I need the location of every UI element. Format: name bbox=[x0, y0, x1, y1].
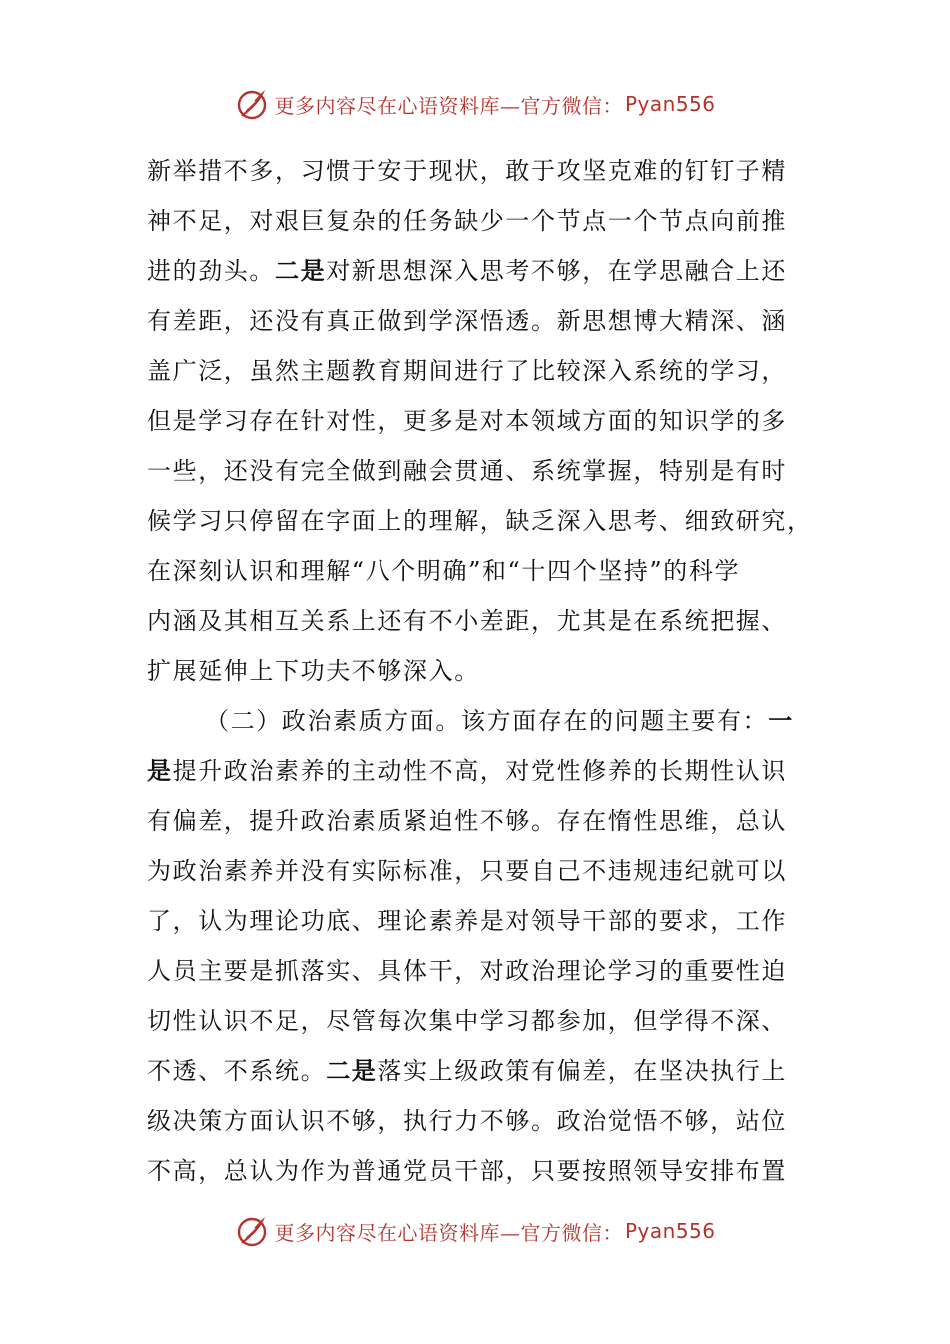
text-line: 内涵及其相互关系上还有不小差距，尤其是在系统把握、 bbox=[147, 607, 787, 635]
text-line: 候学习只停留在字面上的理解，缺乏深入思考、细致研究， bbox=[147, 507, 813, 535]
text-line: 盖广泛，虽然主题教育期间进行了比较深入系统的学习， bbox=[147, 357, 787, 385]
text-line: 是提升政治素养的主动性不高，对党性修养的长期性认识 bbox=[147, 756, 788, 785]
section-heading-line: （二）政治素质方面。该方面存在的问题主要有：一 bbox=[205, 706, 794, 735]
text-line: 了，认为理论功底、理论素养是对领导干部的要求，工作 bbox=[147, 907, 787, 935]
footer-watermark bbox=[0, 1211, 950, 1251]
text-line: 但是学习存在针对性，更多是对本领域方面的知识学的多 bbox=[147, 407, 787, 435]
text-line: 一些，还没有完全做到融会贯通、系统掌握，特别是有时 bbox=[147, 457, 787, 485]
text-line: 在深刻认识和理解“八个明确”和“十四个坚持”的科学 bbox=[147, 557, 741, 585]
watermark-wechat-handle: Pyan556 bbox=[624, 92, 716, 116]
watermark-text: 更多内容尽在心语资料库—官方微信： bbox=[274, 1220, 623, 1245]
quill-pen-logo-icon bbox=[234, 86, 270, 122]
text-line: 新举措不多，习惯于安于现状，敢于攻坚克难的钉钉子精 bbox=[147, 157, 787, 185]
emphasis-ershi: 二是 bbox=[326, 1056, 378, 1085]
text-line: 神不足，对艰巨复杂的任务缺少一个节点一个节点向前推 bbox=[147, 207, 787, 235]
watermark-text: 更多内容尽在心语资料库—官方微信： bbox=[274, 93, 623, 118]
document-body bbox=[147, 146, 813, 1196]
text-line: 切性认识不足，尽管每次集中学习都参加，但学得不深、 bbox=[147, 1007, 787, 1035]
watermark-wechat-handle: Pyan556 bbox=[624, 1219, 716, 1243]
text-line: 不透、不系统。二是落实上级政策有偏差，在坚决执行上 bbox=[147, 1056, 788, 1085]
text-line: 不高，总认为作为普通党员干部，只要按照领导安排布置 bbox=[147, 1157, 787, 1185]
text-line: 有差距，还没有真正做到学深悟透。新思想博大精深、涵 bbox=[147, 307, 787, 335]
text-line: 扩展延伸上下功夫不够深入。 bbox=[147, 657, 480, 685]
emphasis-shi: 是 bbox=[147, 756, 173, 785]
text-line: 人员主要是抓落实、具体干，对政治理论学习的重要性迫 bbox=[147, 957, 787, 985]
emphasis-yi: 一 bbox=[768, 706, 794, 735]
emphasis-ershi: 二是 bbox=[275, 256, 327, 285]
quill-pen-logo-icon bbox=[234, 1213, 270, 1249]
text-line: 为政治素养并没有实际标准，只要自己不违规违纪就可以 bbox=[147, 857, 787, 885]
header-watermark bbox=[0, 84, 950, 124]
text-line: 级决策方面认识不够，执行力不够。政治觉悟不够，站位 bbox=[147, 1107, 787, 1135]
text-line: 进的劲头。二是对新思想深入思考不够，在学思融合上还 bbox=[147, 256, 788, 285]
text-line: 有偏差，提升政治素质紧迫性不够。存在惰性思维，总认 bbox=[147, 807, 787, 835]
